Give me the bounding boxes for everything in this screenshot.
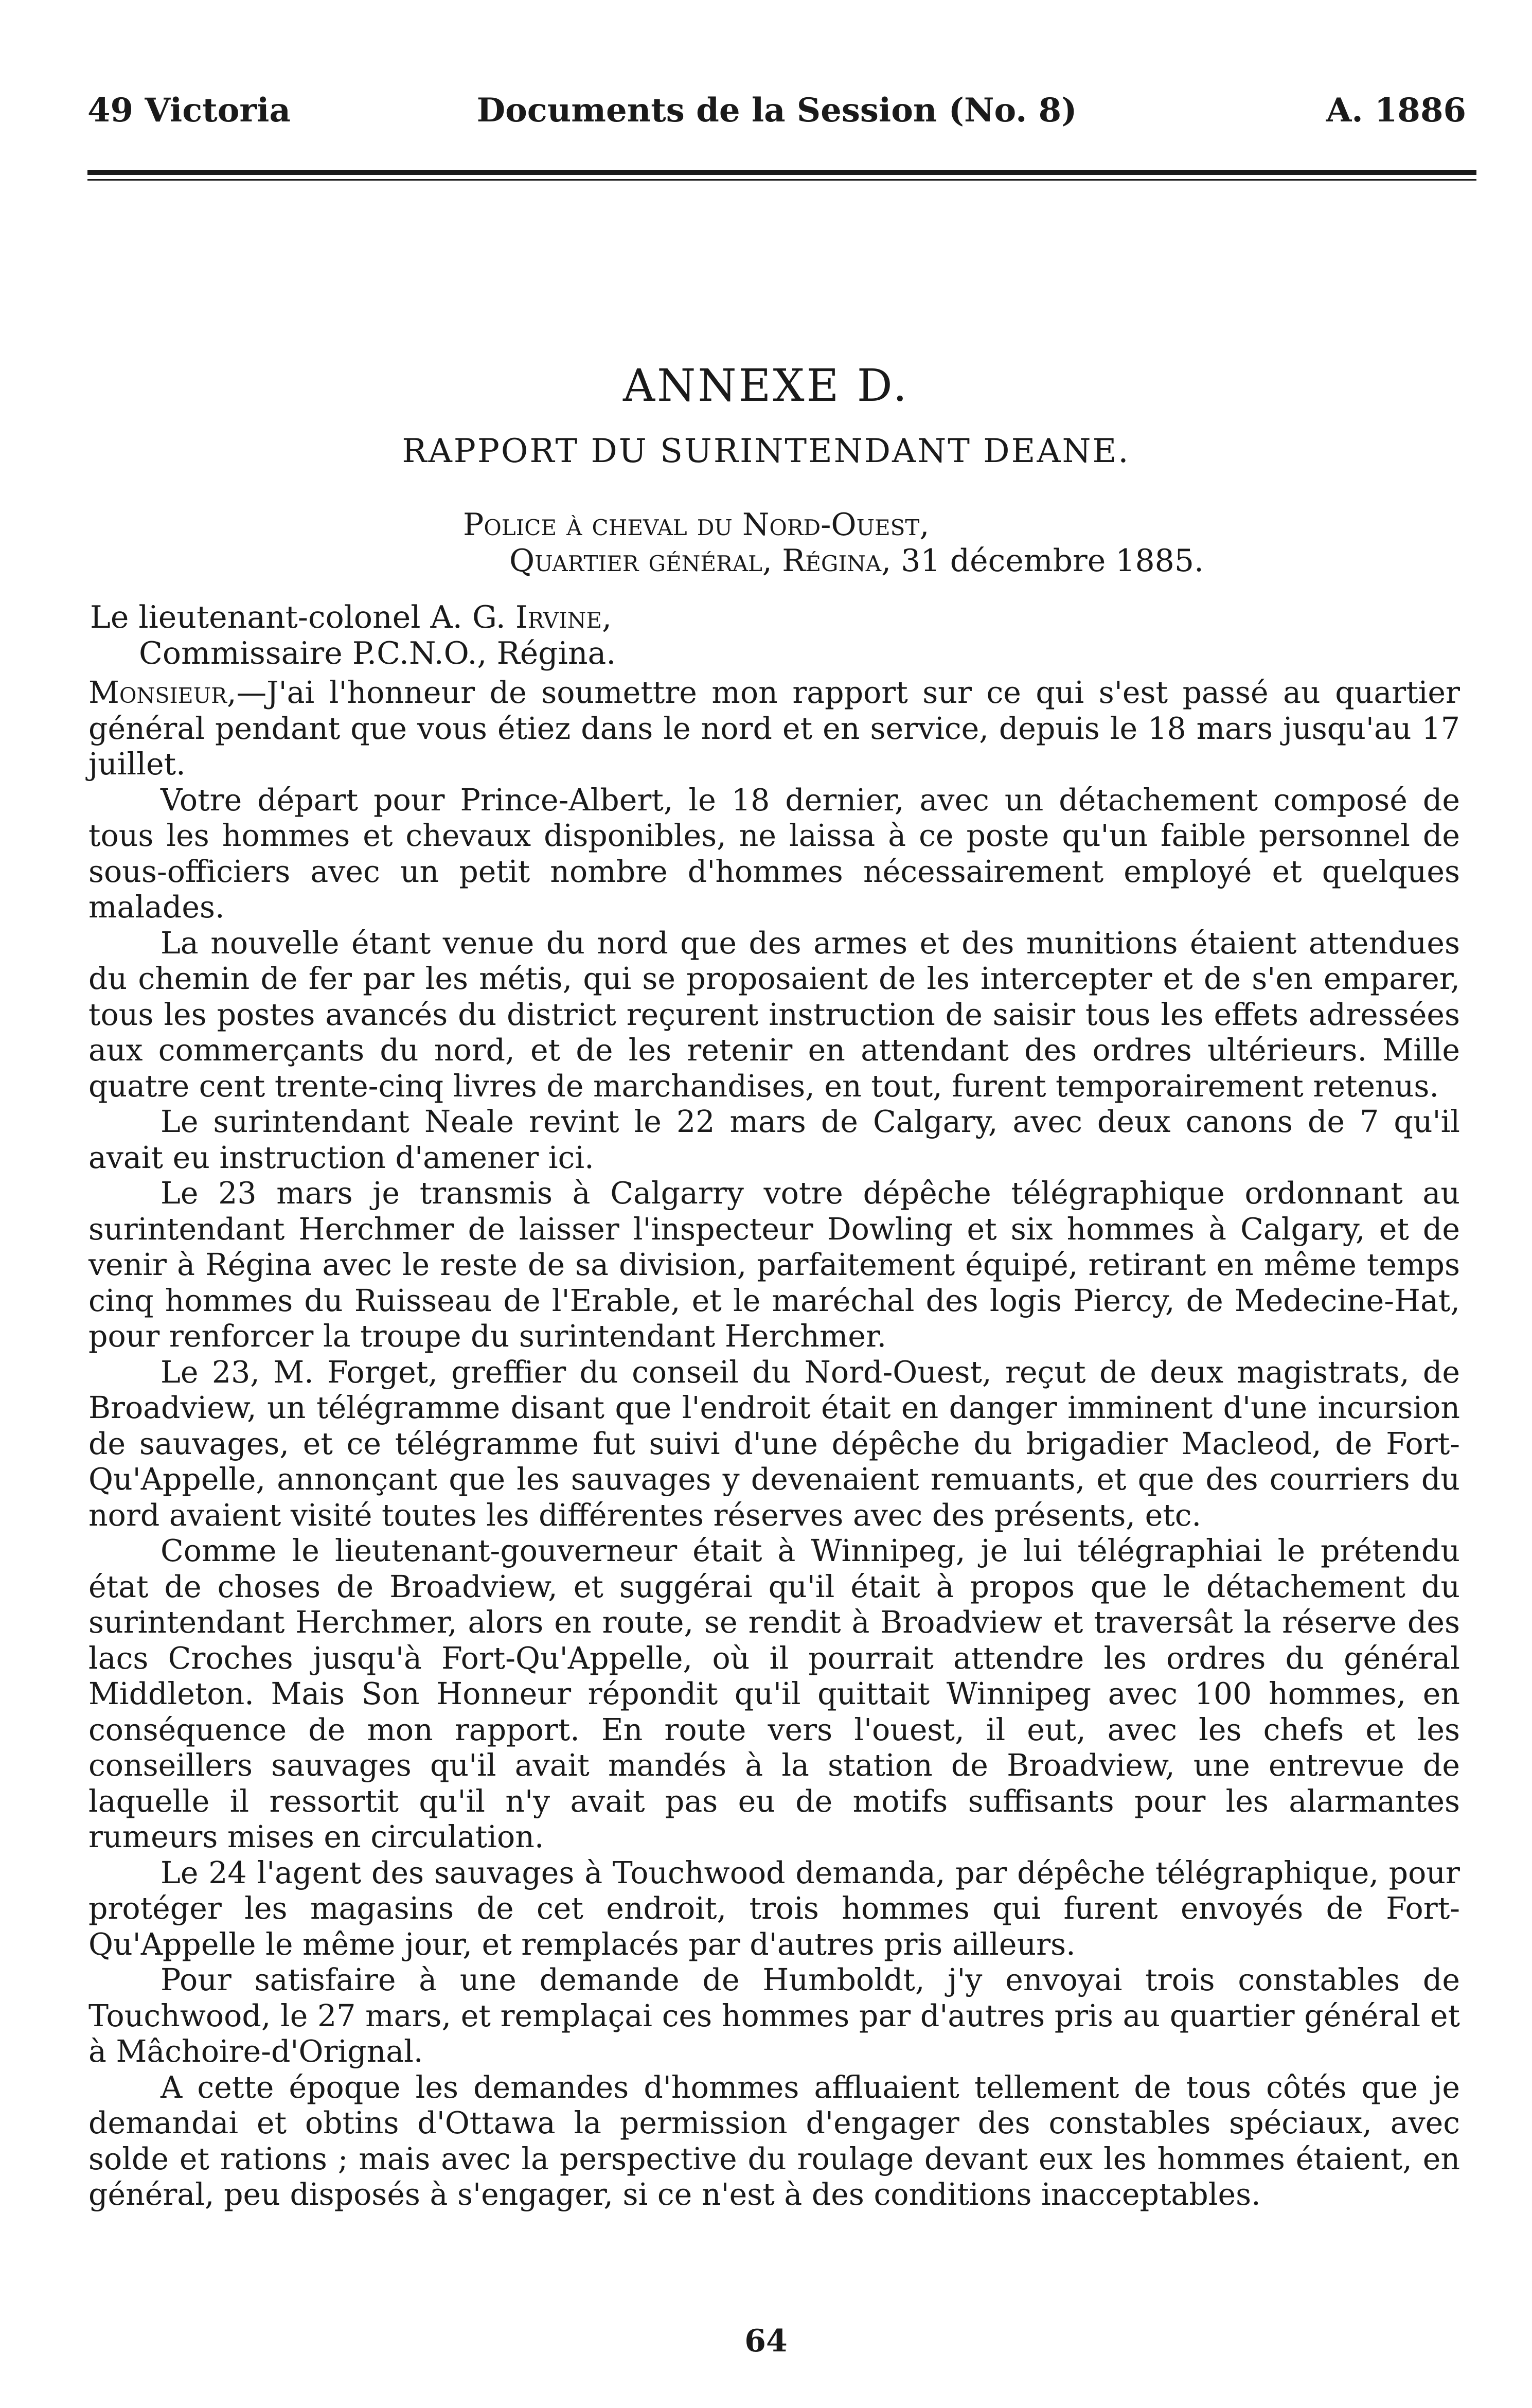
paragraph: Votre départ pour Prince-Albert, le 18 dernier, avec un détachement composé de tous les hommes et chevaux disponibles, ne laissa à ce poste qu'un faible personnel de sous-officiers avec un petit nombre d'hommes nécessairement employé et quelques malades. bbox=[88, 782, 1460, 925]
salutation: Monsieur, bbox=[88, 675, 237, 710]
paragraph: Pour satisfaire à une demande de Humboldt, j'y envoyai trois constables de Touchwood, le 27 mars, et remplaçai ces hommes par d'autres pris au quartier général et à Mâchoire-d'Orignal. bbox=[88, 1962, 1460, 2069]
header-rule-thin bbox=[87, 179, 1476, 181]
paragraph: Le surintendant Neale revint le 22 mars de Calgary, avec deux canons de 7 qu'il avait eu instruction d'amener ici. bbox=[88, 1104, 1460, 1175]
dateline-place-date bbox=[509, 543, 1204, 579]
report-body bbox=[88, 675, 1460, 2213]
paragraph: La nouvelle étant venue du nord que des armes et des munitions étaient attendues du chemin de fer par les métis, qui se proposaient de les intercepter et de s'en emparer, tous les postes avancés du district reçurent instruction de saisir tous les effets adressées aux commerçants du nord, et de les retenir en attendant des ordres ultérieurs. Mille quatre cent trente-cinq livres de marchandises, en tout, furent temporairement retenus. bbox=[88, 925, 1460, 1104]
addressee-line bbox=[90, 599, 612, 635]
addressee-name: Irvine, bbox=[515, 599, 612, 635]
header-session: Documents de la Session (No. 8) bbox=[476, 91, 1077, 130]
addressee-rank: Le lieutenant-colonel A. G. bbox=[90, 599, 515, 635]
header-volume: 49 Victoria bbox=[87, 91, 291, 130]
running-header bbox=[87, 87, 1466, 134]
page-number: 64 bbox=[744, 2323, 788, 2359]
dateline-date: 31 décembre 1885. bbox=[901, 543, 1204, 579]
paragraph: Le 23 mars je transmis à Calgarry votre dépêche télégraphique ordonnant au surintendant Herchmer de laisser l'inspecteur Dowling et six hommes à Calgary, et de venir à Régina avec le reste de sa division, parfaitement équipé, retirant en même temps cinq hommes du Ruisseau de l'Erable, et le maréchal des logis Piercy, de Medecine-Hat, pour renforcer la troupe du surintendant Herchmer. bbox=[88, 1176, 1460, 1354]
paragraph: Le 23, M. Forget, greffier du conseil du Nord-Ouest, reçut de deux magistrats, de Broadview, un télégramme disant que l'endroit était en danger imminent d'une incursion de sauvages, et ce télégramme fut suivi d'une dépêche du brigadier Macleod, de Fort-Qu'Appelle, annonçant que les sauvages y devenaient remuants, et que des courriers du nord avaient visité toutes les différentes réserves avec des présents, etc. bbox=[88, 1354, 1460, 1533]
header-year: A. 1886 bbox=[1326, 91, 1466, 130]
paragraph-text: —J'ai l'honneur de soumettre mon rapport sur ce qui s'est passé au quartier général pendant que vous étiez dans le nord et en service, depuis le 18 mars jusqu'au 17 juillet. bbox=[88, 675, 1460, 782]
dateline-place: Quartier général, Régina, bbox=[509, 543, 892, 579]
paragraph: A cette époque les demandes d'hommes affluaient tellement de tous côtés que je demandai et obtins d'Ottawa la permission d'engager des constables spéciaux, avec solde et rations ; mais avec la perspective du roulage devant eux les hommes étaient, en général, peu disposés à s'engager, si ce n'est à des conditions inacceptables. bbox=[88, 2069, 1460, 2212]
annex-title: ANNEXE D. bbox=[623, 360, 909, 412]
dateline-organization: Police à cheval du Nord-Ouest, bbox=[463, 507, 930, 543]
header-rule-thick bbox=[87, 170, 1476, 175]
paragraph: Le 24 l'agent des sauvages à Touchwood demanda, par dépêche télégraphique, pour protéger les magasins de cet endroit, trois hommes qui furent envoyés de Fort-Qu'Appelle le même jour, et remplacés par d'autres pris ailleurs. bbox=[88, 1855, 1460, 1962]
addressee-title: Commissaire P.C.N.O., Régina. bbox=[139, 635, 616, 671]
report-subtitle: RAPPORT DU SURINTENDANT DEANE. bbox=[402, 432, 1130, 470]
paragraph bbox=[88, 675, 1460, 783]
paragraph: Comme le lieutenant-gouverneur était à Winnipeg, je lui télégraphiai le prétendu état de choses de Broadview, et suggérai qu'il était à propos que le détachement du surintendant Herchmer, alors en route, se rendit à Broadview et traversât la réserve des lacs Croches jusqu'à Fort-Qu'Appelle, où il pourrait attendre les ordres du général Middleton. Mais Son Honneur répondit qu'il quittait Winnipeg avec 100 hommes, en conséquence de mon rapport. En route vers l'ouest, il eut, avec les chefs et les conseillers sauvages qu'il avait mandés à la station de Broadview, une entrevue de laquelle il ressortit qu'il n'y avait pas eu de motifs suffisants pour les alarmantes rumeurs mises en circulation. bbox=[88, 1533, 1460, 1854]
